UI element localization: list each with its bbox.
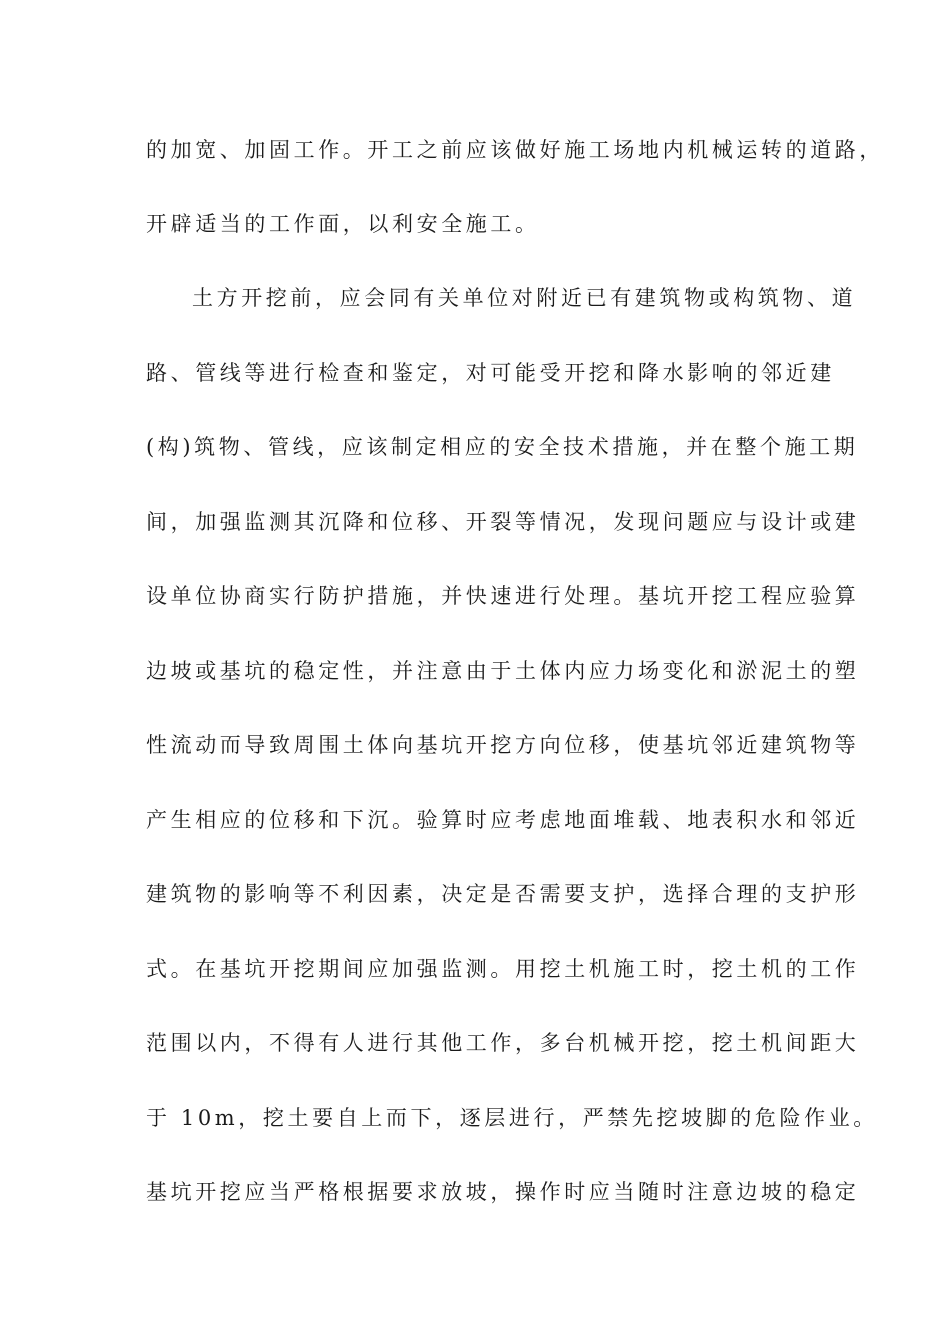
text-line-12: 式。在基坑开挖期间应加强监测。用挖土机施工时，挖土机的工作 [146,957,860,981]
text-line-2: 开辟适当的工作面，以利安全施工。 [146,212,540,236]
paragraph-start-line: 土方开挖前，应会同有关单位对附近已有建筑物或构筑物、道 [192,286,857,310]
text-line-8: 边坡或基坑的稳定性，并注意由于土体内应力场变化和淤泥土的塑 [146,659,860,683]
text-line-15: 基坑开挖应当严格根据要求放坡，操作时应当随时注意边坡的稳定 [146,1180,860,1204]
text-line-9: 性流动而导致周围土体向基坑开挖方向位移，使基坑邻近建筑物等 [146,733,860,757]
text-line-13: 范围以内，不得有人进行其他工作，多台机械开挖，挖土机间距大 [146,1031,860,1055]
text-line-4: 路、管线等进行检查和鉴定，对可能受开挖和降水影响的邻近建 [146,361,835,385]
text-line-7: 设单位协商实行防护措施，并快速进行处理。基坑开挖工程应验算 [146,584,860,608]
text-line-6: 间，加强监测其沉降和位移、开裂等情况，发现问题应与设计或建 [146,510,860,534]
text-line-10: 产生相应的位移和下沉。验算时应考虑地面堆载、地表积水和邻近 [146,808,860,832]
text-line-11: 建筑物的影响等不利因素，决定是否需要支护，选择合理的支护形 [146,882,860,906]
text-line-1: 的加宽、加固工作。开工之前应该做好施工场地内机械运转的道路， [146,138,884,162]
text-line-5: (构)筑物、管线，应该制定相应的安全技术措施，并在整个施工期 [146,435,859,459]
text-line-14: 于 10m，挖土要自上而下，逐层进行，严禁先挖坡脚的危险作业。 [146,1106,878,1130]
